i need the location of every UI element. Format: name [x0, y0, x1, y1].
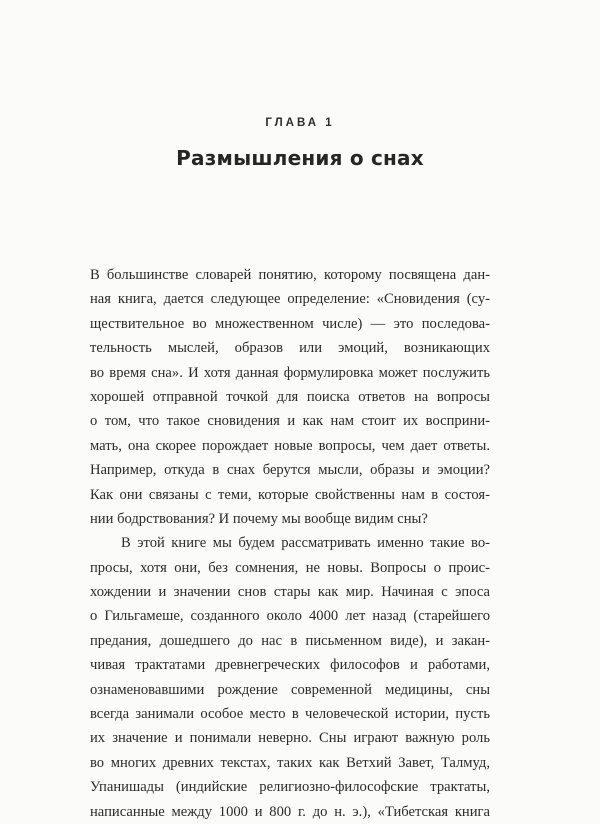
- text-line: написанные между 1000 и 800 г. до н. э.), «Тибетская книга: [90, 803, 490, 820]
- text-line: мать, она скорее порождает новые вопросы, чем дает ответы.: [90, 437, 490, 454]
- paragraph-2: [90, 531, 490, 824]
- text-line: В этой книге мы будем рассматривать именно такие во-: [121, 535, 490, 552]
- text-line: нии бодрствования? И почему мы вообще видим сны?: [90, 510, 428, 527]
- text-line: чивая трактатами древнегреческих философов и работами,: [90, 657, 490, 674]
- text-line: во время сна». И хотя данная формулировка может послужить: [90, 364, 490, 381]
- text-line: о Гильгамеше, созданного около 4000 лет назад (старейшего: [90, 608, 490, 625]
- text-line: Например, откуда в снах берутся мысли, образы и эмоции?: [90, 462, 490, 479]
- text-line: В большинстве словарей понятию, которому посвящена дан-: [90, 267, 490, 283]
- text-line: во многих древних текстах, таких как Ветхий Завет, Талмуд,: [90, 754, 490, 771]
- text-line: тельность мыслей, образов или эмоций, возникающих: [90, 340, 490, 357]
- chapter-label: ГЛАВА 1: [265, 117, 335, 129]
- paragraph-1: [90, 263, 490, 531]
- text-line: ществительное во множественном числе) — это последова-: [90, 315, 490, 332]
- body-text: [90, 263, 490, 824]
- text-line: ная книга, дается следующее определение: «Сновидения (су-: [90, 291, 490, 308]
- text-line: просы, хотя они, без сомнения, не новы. Вопросы о проис-: [90, 559, 490, 576]
- text-line: хождении и значении снов стары как мир. Начиная с эпоса: [90, 584, 490, 601]
- text-line: предания, дошедшего до нас в письменном виде), и закан-: [90, 632, 490, 649]
- text-line: ознаменовавшими рождение современной медицины, сны: [90, 681, 490, 698]
- text-line: их значение и понимали неверно. Сны играют важную роль: [90, 730, 490, 747]
- text-line: о том, что такое сновидения и как нам стоит их восприни-: [90, 413, 490, 430]
- text-line: Упанишады (индийские религиозно-философские трактаты,: [90, 779, 490, 796]
- text-line: Как они связаны с теми, которые свойственны нам в состоя-: [90, 486, 490, 503]
- text-line: всегда занимали особое место в человеческой истории, пусть: [90, 706, 490, 723]
- text-line: хорошей отправной точкой для поиска ответов на вопросы: [90, 388, 490, 405]
- chapter-title: Размышления о снах: [176, 146, 424, 170]
